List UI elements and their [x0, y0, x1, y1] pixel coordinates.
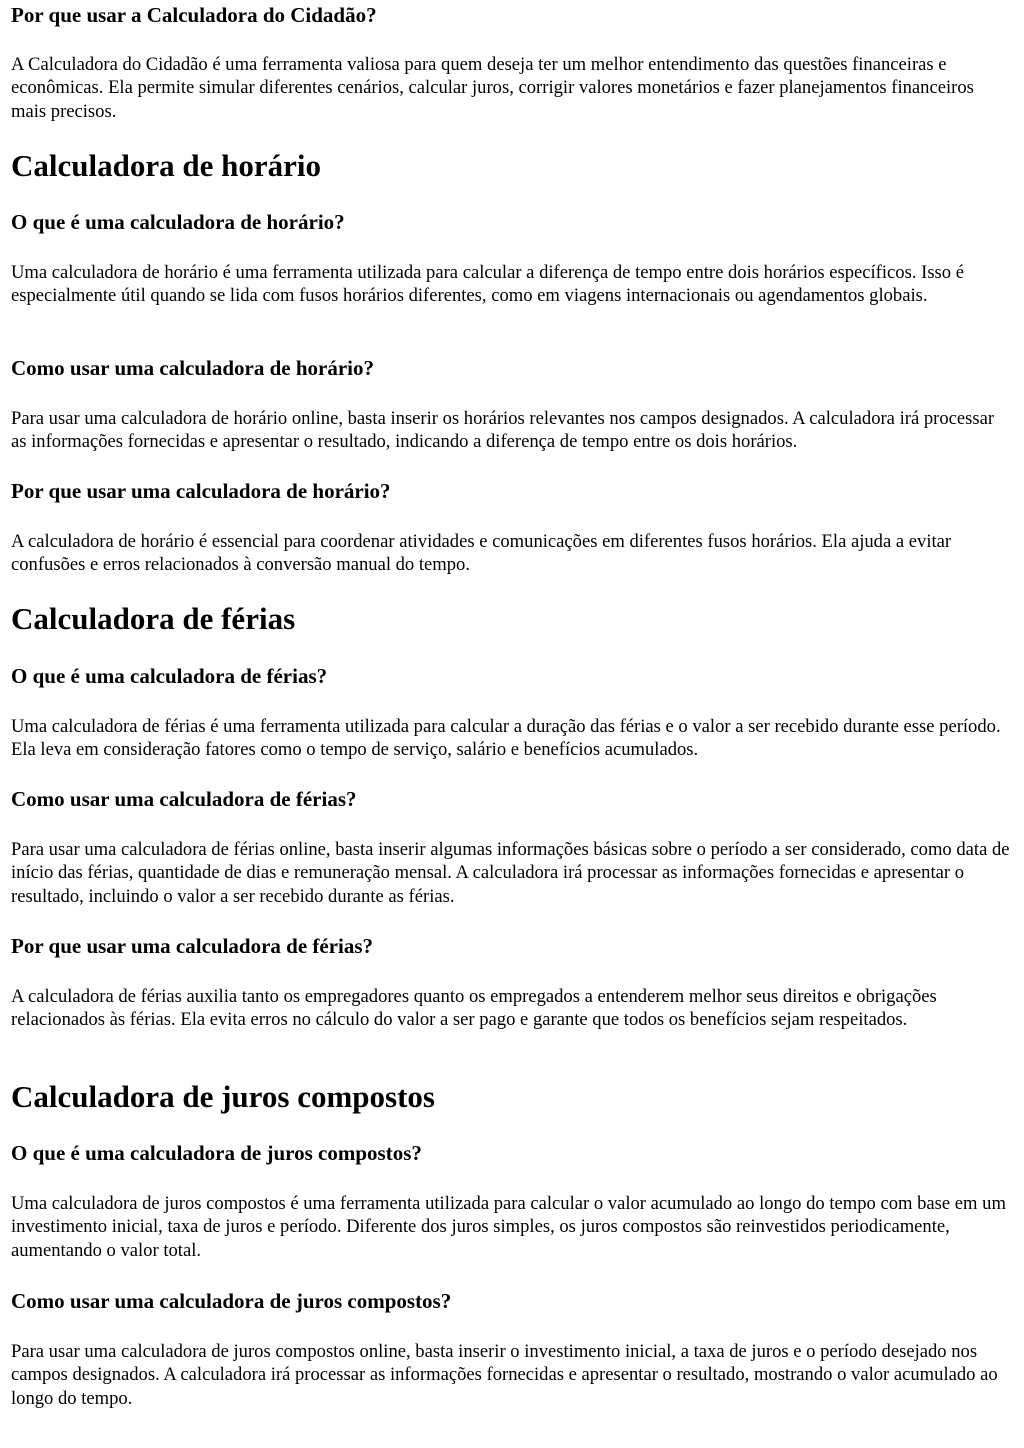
heading-calculadora-ferias: Calculadora de férias: [11, 601, 296, 636]
paragraph-o-que-horario: Uma calculadora de horário é uma ferramenta utilizada para calcular a diferença de tempo entre dois horários específicos. Isso é especialmente útil quando se lida com fusos horários diferentes, como em viagens internacionais ou agendamentos globais.: [11, 262, 964, 307]
paragraph-o-que-juros: Uma calculadora de juros compostos é uma ferramenta utilizada para calcular o valor acumulado ao longo do tempo com base em um investimento inicial, taxa de juros e período. Diferente dos juros simples, os juros compostos são reinvestidos periodicamente, aumentando o valor total.: [11, 1193, 1006, 1261]
heading-calculadora-juros-compostos: Calculadora de juros compostos: [11, 1079, 435, 1114]
paragraph-o-que-ferias: Uma calculadora de férias é uma ferramenta utilizada para calcular a duração das férias e o valor a ser recebido durante esse período. Ela leva em consideração fatores como o tempo de serviço, salário e benefícios acumulados.: [11, 716, 1001, 761]
section-heading-calculadora-cidadao: Por que usar a Calculadora do Cidadão?: [11, 3, 377, 27]
paragraph-calculadora-cidadao: A Calculadora do Cidadão é uma ferramenta valiosa para quem deseja ter um melhor entendimento das questões financeiras e econômicas. Ela permite simular diferentes cenários, calcular juros, corrigir valores monetários e fazer planejamentos financeiros mais precisos.: [11, 54, 974, 122]
paragraph-por-que-ferias: A calculadora de férias auxilia tanto os empregadores quanto os empregados a entenderem melhor seus direitos e obrigações relacionados às férias. Ela evita erros no cálculo do valor a ser pago e garante que todos os benefícios sejam respeitados.: [11, 986, 937, 1031]
subheading-por-que-horario: Por que usar uma calculadora de horário?: [11, 479, 391, 503]
subheading-como-ferias: Como usar uma calculadora de férias?: [11, 787, 357, 811]
paragraph-por-que-horario: A calculadora de horário é essencial para coordenar atividades e comunicações em diferentes fusos horários. Ela ajuda a evitar confusões e erros relacionados à conversão manual do tempo.: [11, 531, 952, 576]
paragraph-como-horario: Para usar uma calculadora de horário online, basta inserir os horários relevantes nos campos designados. A calculadora irá processar as informações fornecidas e apresentar o resultado, indicando a diferença de tempo entre os dois horários.: [11, 408, 995, 453]
subheading-o-que-juros: O que é uma calculadora de juros compostos?: [11, 1141, 422, 1165]
subheading-o-que-ferias: O que é uma calculadora de férias?: [11, 664, 328, 688]
paragraph-como-juros: Para usar uma calculadora de juros compostos online, basta inserir o investimento inicial, a taxa de juros e o período desejado nos campos designados. A calculadora irá processar as informações fornecidas e apresentar o resultado, mostrando o valor acumulado ao longo do tempo.: [11, 1341, 998, 1409]
subheading-por-que-ferias: Por que usar uma calculadora de férias?: [11, 934, 374, 958]
subheading-como-juros: Como usar uma calculadora de juros compostos?: [11, 1289, 452, 1313]
subheading-o-que-horario: O que é uma calculadora de horário?: [11, 210, 345, 234]
heading-calculadora-horario: Calculadora de horário: [11, 148, 321, 183]
subheading-como-horario: Como usar uma calculadora de horário?: [11, 356, 375, 380]
paragraph-como-ferias: Para usar uma calculadora de férias online, basta inserir algumas informações básicas sobre o período a ser considerado, como data de início das férias, quantidade de dias e remuneração mensal. A calculadora irá processar as informações fornecidas e apresentar o resultado, incluindo o valor a ser recebido durante as férias.: [11, 839, 1010, 907]
